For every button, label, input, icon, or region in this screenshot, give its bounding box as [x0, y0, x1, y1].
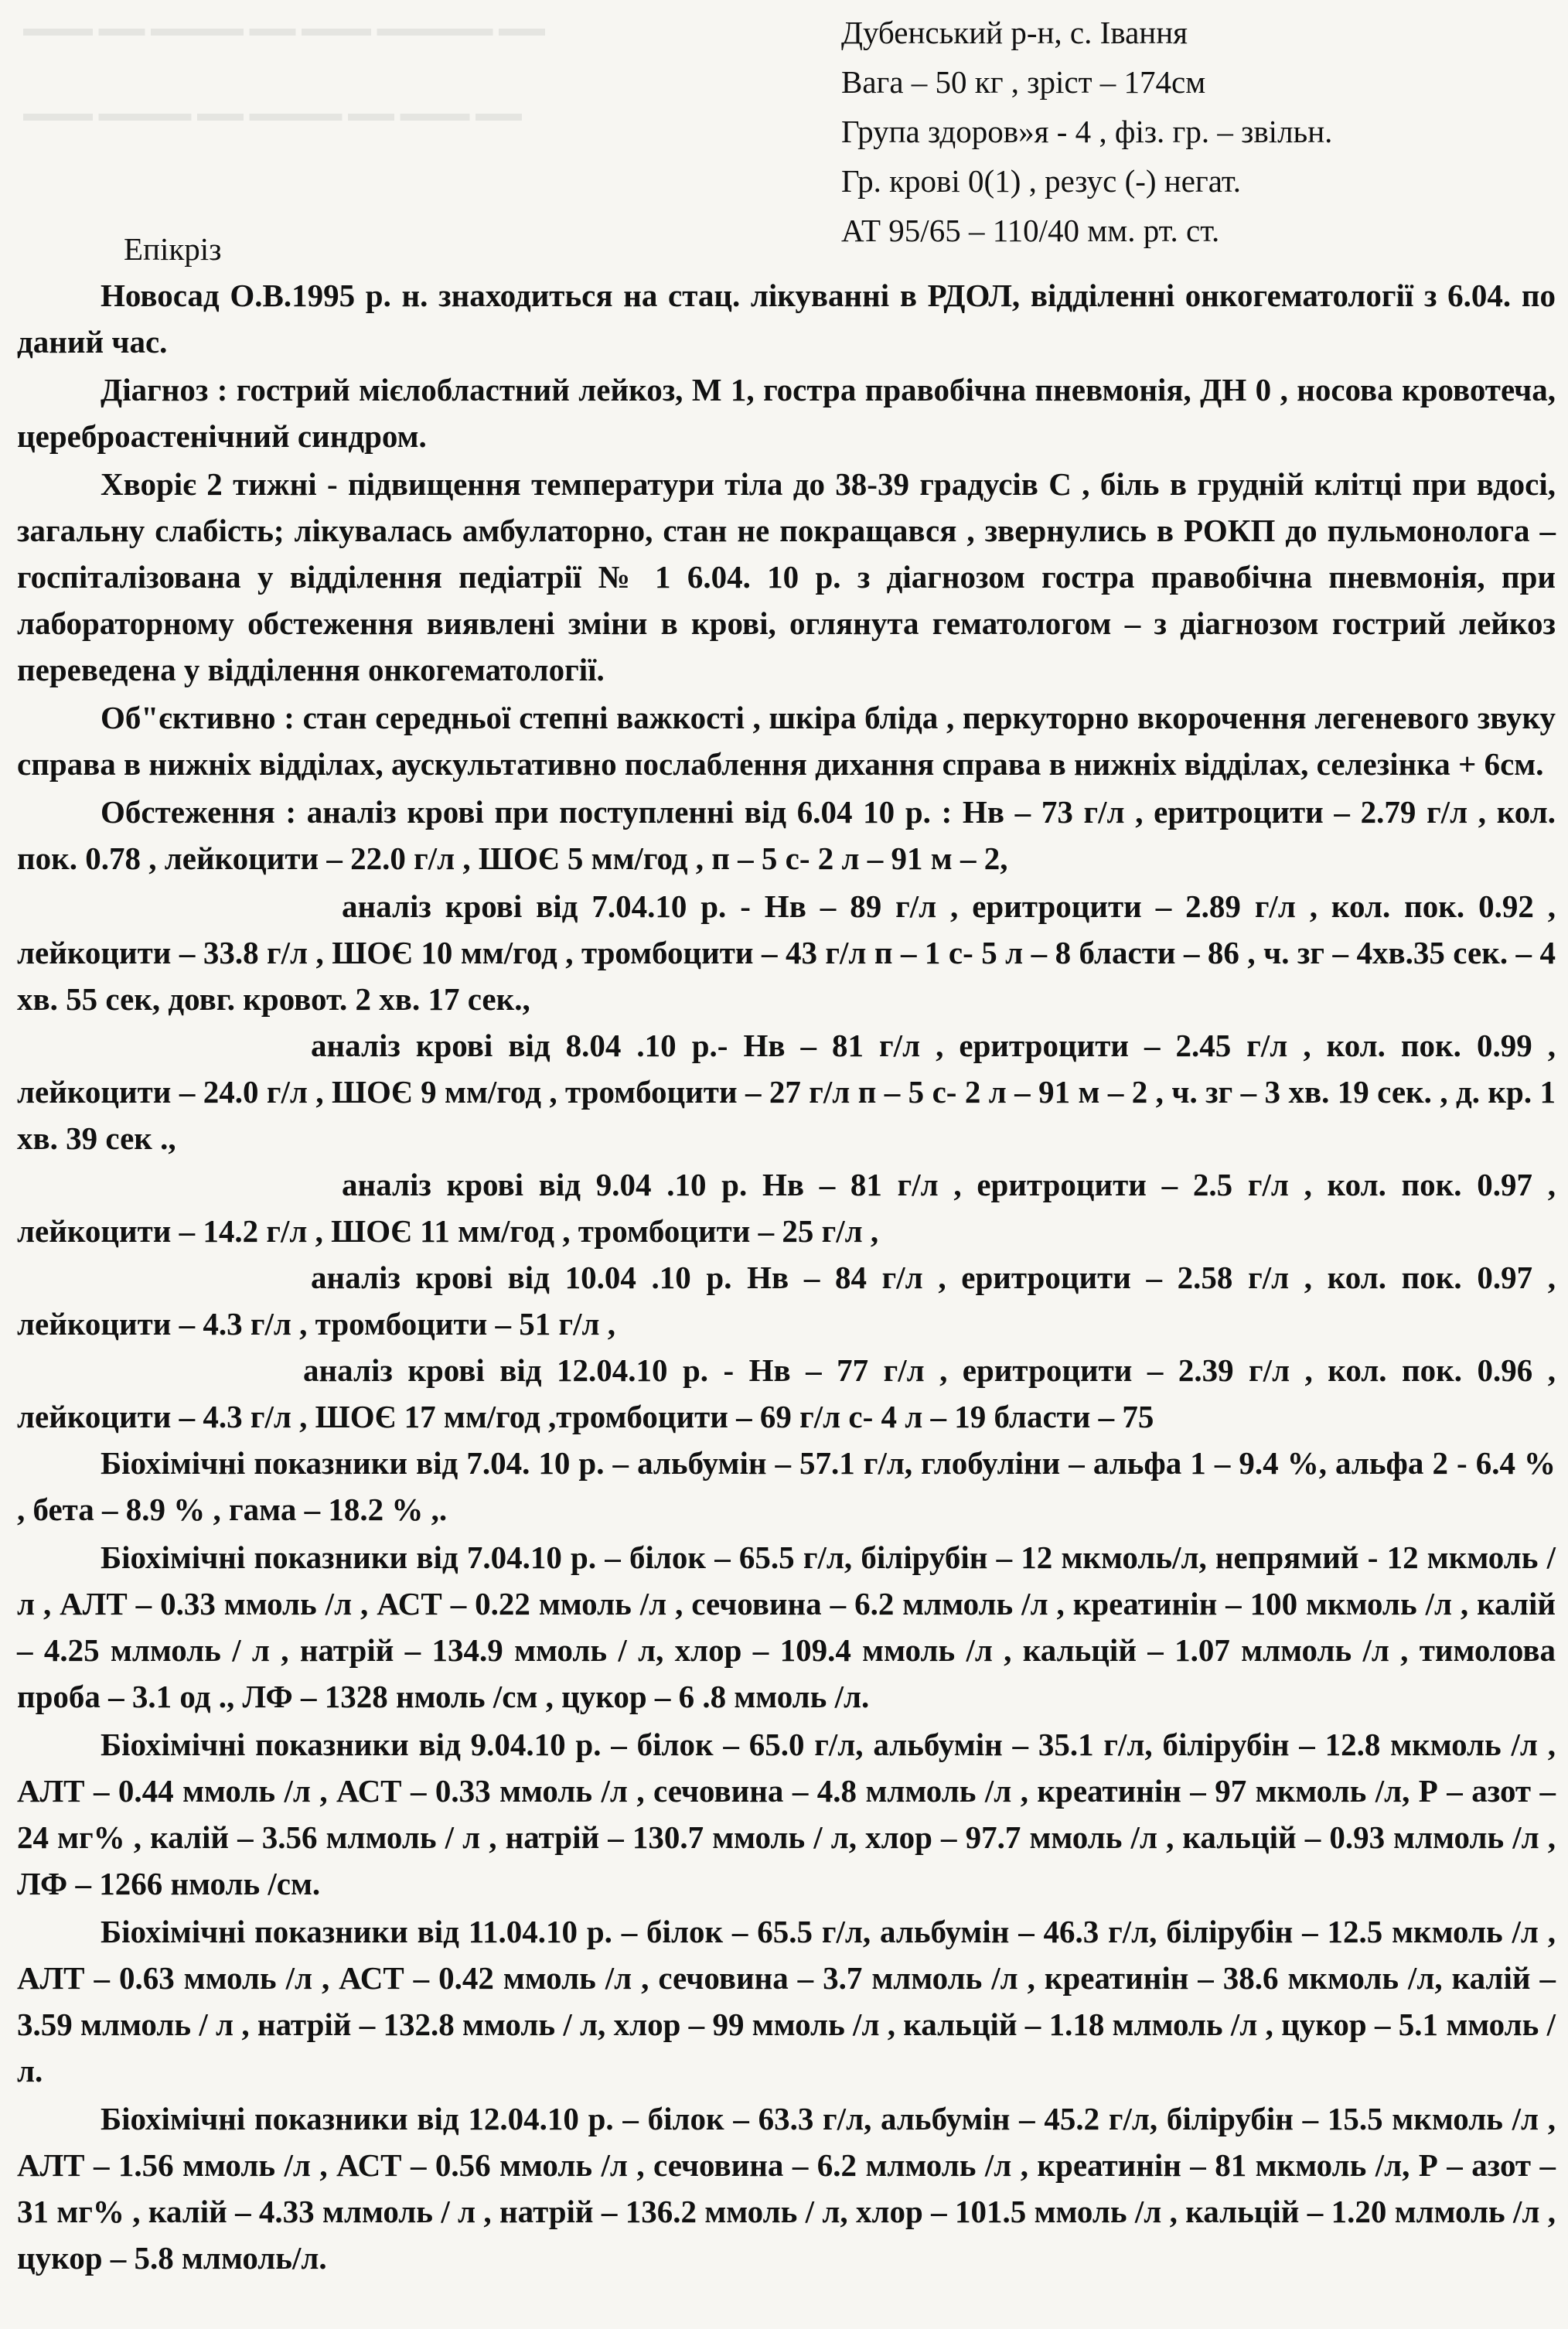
- paragraph-objective-text: Об"єктивно : стан середньої степні важкості , шкіра бліда , перкуторно вкорочення легеневого звуку справа в нижніх відділах, аускультативно послаблення дихання справа в нижніх відділах, селезінка + 6см.: [17, 700, 1556, 782]
- header-line-district: Дубенський р-н, с. Івання: [841, 15, 1188, 50]
- biochem-1204-text: Біохімічні показники від 12.04.10 р. – білок – 63.3 г/л, альбумін – 45.2 г/л, білірубін – 15.5 мкмоль /л , АЛТ – 1.56 ммоль /л , АСТ – 0.56 ммоль /л , сечовина – 6.2 млмоль /л , креатинін – 81 мкмоль /л, Р – азот – 31 мг% , калій – 4.33 млмоль / л , натрій – 136.2 ммоль / л, хлор – 101.5 ммоль /л , кальцій – 1.20 млмоль /л , цукор – 5.8 млмоль/л.: [17, 2101, 1556, 2276]
- indent: [17, 1540, 101, 1575]
- paragraph-examination: [17, 789, 1556, 881]
- indent: [17, 1028, 311, 1063]
- blood-analysis-1004: [17, 1254, 1556, 1347]
- biochem-0904: [17, 1721, 1556, 1907]
- patient-info-header: [841, 8, 1537, 255]
- indent: [17, 2101, 101, 2136]
- biochem-1104: [17, 1908, 1556, 2094]
- biochem-1104-text: Біохімічні показники від 11.04.10 р. – білок – 65.5 г/л, альбумін – 46.3 г/л, білірубін – 12.5 мкмоль /л , АЛТ – 0.63 ммоль /л , АСТ – 0.42 ммоль /л , сечовина – 3.7 млмоль /л , креатинін – 38.6 мкмоль /л, калій – 3.59 млмоль / л , натрій – 132.8 ммоль / л, хлор – 99 ммоль /л , кальцій – 1.18 млмоль /л , цукор – 5.1 ммоль /л.: [17, 1914, 1556, 2089]
- indent: [17, 794, 101, 830]
- indent: [17, 278, 101, 313]
- biochem-0704-text: Біохімічні показники від 7.04.10 р. – білок – 65.5 г/л, білірубін – 12 мкмоль/л, непрямий - 12 мкмоль /л , АЛТ – 0.33 ммоль /л , АСТ – 0.22 ммоль /л , сечовина – 6.2 млмоль /л , креатинін – 100 мкмоль /л , калій – 4.25 млмоль / л , натрій – 134.9 ммоль / л, хлор – 109.4 ммоль /л , кальцій – 1.07 млмоль /л , тимолова проба – 3.1 од ., ЛФ – 1328 нмоль /см , цукор – 6 .8 ммоль /л.: [17, 1540, 1556, 1714]
- header-line-blood-group: Гр. крові 0(1) , резус (-) негат.: [841, 163, 1241, 199]
- indent: [17, 700, 101, 735]
- blood-analysis-0704-text: аналіз крові від 7.04.10 р. - Нв – 89 г/л , еритроцити – 2.89 г/л , кол. пок. 0.92 , лейкоцити – 33.8 г/л , ШОЄ 10 мм/год , тромбоцити – 43 г/л п – 1 с- 5 л – 8 бласти – 86 , ч. зг – 4хв.35 сек. – 4 хв. 55 сек, довг. кровот. 2 хв. 17 сек.,: [17, 888, 1556, 1017]
- indent: [17, 1352, 303, 1388]
- blood-analysis-0804: [17, 1022, 1556, 1161]
- indent: [17, 888, 342, 924]
- blood-analysis-1004-text: аналіз крові від 10.04 .10 р. Нв – 84 г/л , еритроцити – 2.58 г/л , кол. пок. 0.97 , лейкоцити – 4.3 г/л , тромбоцити – 51 г/л ,: [17, 1260, 1556, 1342]
- paragraph-diagnosis-text: Діагноз : гострий мієлобластний лейкоз, М 1, гостра правобічна пневмонія, ДН 0 , носова кровотеча, цереброастенічний синдром.: [17, 372, 1556, 454]
- biochem-0704-proteins: [17, 1440, 1556, 1533]
- biochem-1204: [17, 2095, 1556, 2281]
- paragraph-admission-text: Новосад О.В.1995 р. н. знаходиться на стац. лікуванні в РДОЛ, відділенні онкогематології з 6.04. по даний час.: [17, 278, 1556, 360]
- paragraph-diagnosis: [17, 367, 1556, 459]
- header-line-weight-height: Вага – 50 кг , зріст – 174см: [841, 64, 1206, 100]
- blood-analysis-1204: [17, 1347, 1556, 1440]
- indent: [17, 372, 101, 407]
- header-line-health-group: Група здоров»я - 4 , фіз. гр. – звільн.: [841, 114, 1333, 149]
- document-body: [17, 272, 1556, 2283]
- document-title: Епікріз: [124, 231, 222, 267]
- header-line-blood-pressure: АТ 95/65 – 110/40 мм. рт. ст.: [841, 213, 1220, 248]
- paragraph-examination-text: Обстеження : аналіз крові при поступленні від 6.04 10 р. : Нв – 73 г/л , еритроцити – 2.79 г/л , кол. пок. 0.78 , лейкоцити – 22.0 г/л , ШОЄ 5 мм/год , п – 5 с- 2 л – 91 м – 2,: [17, 794, 1556, 876]
- indent: [17, 1914, 101, 1949]
- indent: [17, 1445, 101, 1481]
- blood-analysis-0804-text: аналіз крові від 8.04 .10 р.- Нв – 81 г/л , еритроцити – 2.45 г/л , кол. пок. 0.99 , лейкоцити – 24.0 г/л , ШОЄ 9 мм/год , тромбоцити – 27 г/л п – 5 с- 2 л – 91 м – 2 , ч. зг – 3 хв. 19 сек. , д. кр. 1 хв. 39 сек .,: [17, 1028, 1556, 1156]
- paragraph-admission: [17, 272, 1556, 365]
- indent: [17, 1260, 311, 1295]
- biochem-0904-text: Біохімічні показники від 9.04.10 р. – білок – 65.0 г/л, альбумін – 35.1 г/л, білірубін – 12.8 мкмоль /л , АЛТ – 0.44 ммоль /л , АСТ – 0.33 ммоль /л , сечовина – 4.8 млмоль /л , креатинін – 97 мкмоль /л, Р – азот – 24 мг% , калій – 3.56 млмоль / л , натрій – 130.7 ммоль / л, хлор – 97.7 ммоль /л , кальцій – 0.93 млмоль /л , ЛФ – 1266 нмоль /см.: [17, 1727, 1556, 1901]
- blood-analysis-0904-text: аналіз крові від 9.04 .10 р. Нв – 81 г/л , еритроцити – 2.5 г/л , кол. пок. 0.97 , лейкоцити – 14.2 г/л , ШОЄ 11 мм/год , тромбоцити – 25 г/л ,: [17, 1167, 1556, 1249]
- indent: [17, 466, 101, 502]
- indent: [17, 1727, 101, 1762]
- paragraph-history: [17, 461, 1556, 693]
- blood-analysis-1204-text: аналіз крові від 12.04.10 р. - Нв – 77 г/л , еритроцити – 2.39 г/л , кол. пок. 0.96 , лейкоцити – 4.3 г/л , ШОЄ 17 мм/год ,тромбоцити – 69 г/л с- 4 л – 19 бласти – 75: [17, 1352, 1556, 1434]
- indent: [17, 1167, 342, 1202]
- biochem-0704: [17, 1534, 1556, 1720]
- bleed-through-decoration: ▬▬▬ ▬▬▬▬ ▬▬ ▬▬▬▬ ▬▬ ▬▬▬ ▬▬: [23, 101, 522, 126]
- biochem-0704-proteins-text: Біохімічні показники від 7.04. 10 р. – альбумін – 57.1 г/л, глобуліни – альфа 1 – 9.4 %, альфа 2 - 6.4 % , бета – 8.9 % , гама – 18.2 % ,.: [17, 1445, 1556, 1527]
- paragraph-objective: [17, 694, 1556, 787]
- paragraph-history-text: Хворіє 2 тижні - підвищення температури тіла до 38-39 градусів С , біль в грудній клітці при вдосі, загальну слабість; лікувалась амбулаторно, стан не покращався , звернулись в РОКП до пульмонолога – госпіталізована у відділення педіатрії № 1 6.04. 10 р. з діагнозом гостра правобічна пневмонія, при лабораторному обстеження виявлені зміни в крові, оглянута гематологом – з діагнозом гострий лейкоз переведена у відділення онкогематології.: [17, 466, 1556, 687]
- blood-analysis-0704: [17, 883, 1556, 1022]
- bleed-through-decoration: ▬▬▬ ▬▬ ▬▬▬▬ ▬▬ ▬▬▬ ▬▬▬▬▬ ▬▬: [23, 15, 545, 41]
- blood-analysis-0904: [17, 1161, 1556, 1254]
